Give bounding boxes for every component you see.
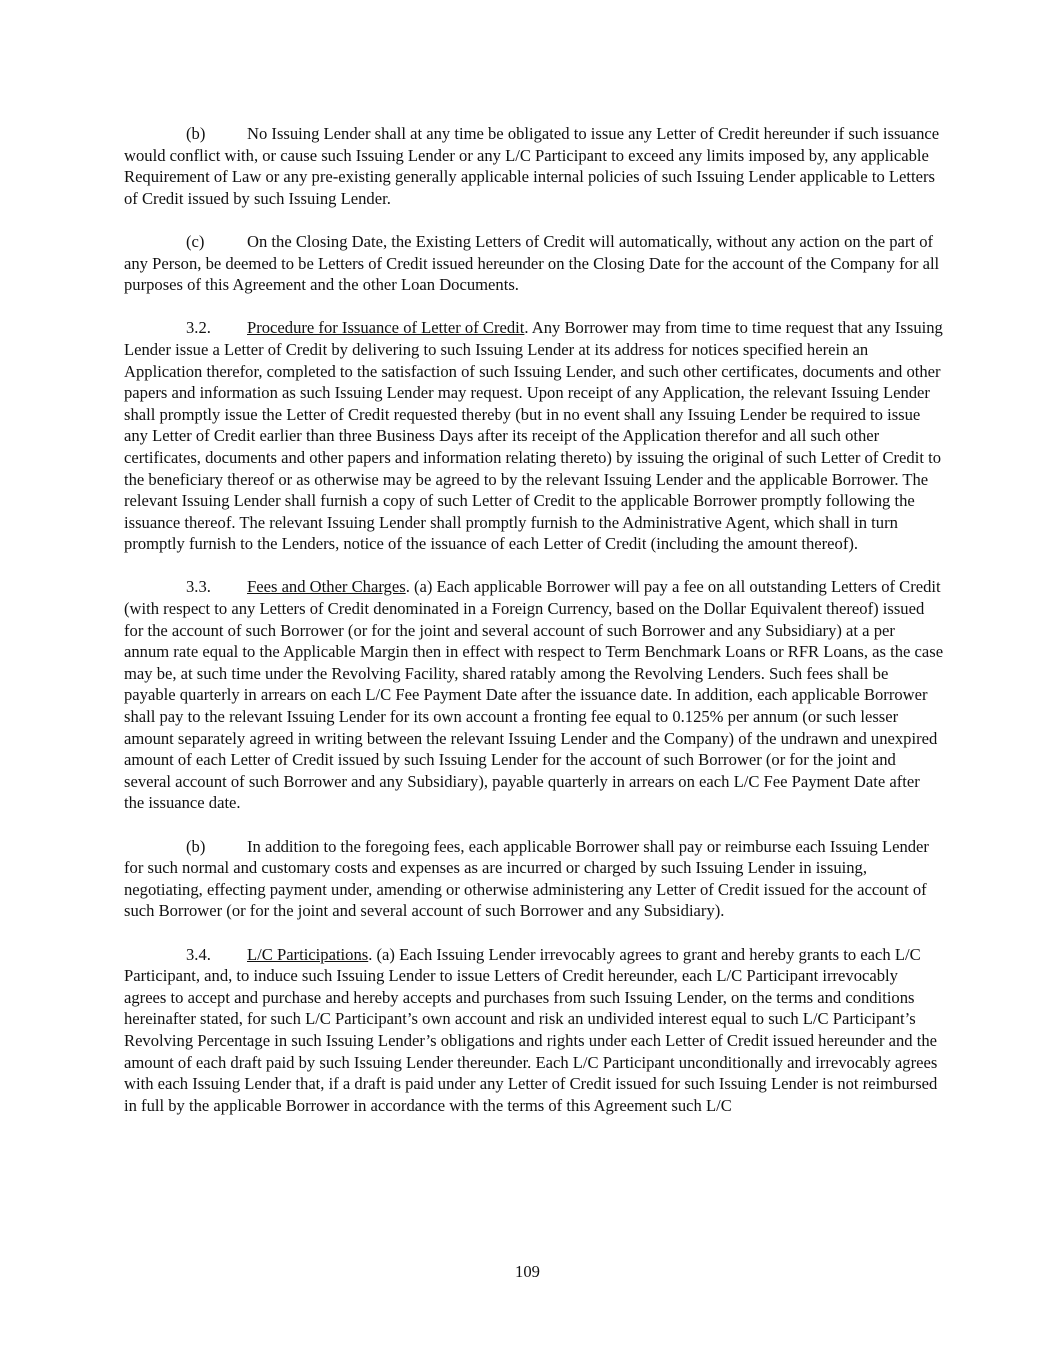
- paragraph-text: . Any Borrower may from time to time request that any Issuing Lender issue a Letter of Credit by delivering to such Issuing Lender at its address for notices specified herein an Application therefor, completed to the satisfaction of such Issuing Lender, and such other certificates, documents and other papers and information as such Issuing Lender may request. Upon receipt of any Application, the relevant Issuing Lender shall promptly issue the Letter of Credit requested thereby (but in no event shall any Issuing Lender be required to issue any Letter of Credit earlier than three Business Days after its receipt of the Application therefor and all such other certificates, documents and other papers and information relating thereto) by issuing the original of such Letter of Credit to the beneficiary thereof or as otherwise may be agreed to by the relevant Issuing Lender and the applicable Borrower. The relevant Issuing Lender shall furnish a copy of such Letter of Credit to the applicable Borrower promptly following the issuance thereof. The relevant Issuing Lender shall promptly furnish to the Administrative Agent, which shall in turn promptly furnish to the Lenders, notice of the issuance of each Letter of Credit (including the amount thereof).: [124, 318, 943, 554]
- section-number: 3.4.: [186, 944, 211, 964]
- document-page: [124, 123, 944, 1138]
- section-3-4: [124, 944, 944, 1117]
- paragraph-number: (b): [186, 836, 206, 856]
- paragraph-3-3b: [124, 836, 944, 922]
- page-number: 109: [515, 1262, 540, 1281]
- section-heading: L/C Participations: [247, 944, 369, 964]
- section-3-3: [124, 576, 944, 814]
- section-3-2: [124, 317, 944, 555]
- section-heading: Procedure for Issuance of Letter of Credit: [247, 318, 525, 338]
- paragraph-number: (c): [186, 231, 205, 251]
- section-number: 3.2.: [186, 318, 211, 338]
- paragraph-text: No Issuing Lender shall at any time be obligated to issue any Letter of Credit hereunder if such issuance would conflict with, or cause such Issuing Lender or any L/C Participant to exceed any limits imposed by, any applicable Requirement of Law or any pre-existing generally applicable internal policies of such Issuing Lender applicable to Letters of Credit issued by such Issuing Lender.: [124, 124, 940, 208]
- paragraph-number: (b): [186, 124, 206, 143]
- paragraph-text: . (a) Each applicable Borrower will pay a fee on all outstanding Letters of Credit (with respect to any Letters of Credit denominated in a Foreign Currency, based on the Dollar Equivalent thereof) issued for the account of such Borrower (or for the joint and several account of such Borrower and any Subsidiary) at a per annum rate equal to the Applicable Margin then in effect with respect to Term Benchmark Loans or RFR Loans, as the case may be, at such time under the Revolving Facility, shared ratably among the Revolving Lenders. Such fees shall be payable quarterly in arrears on each L/C Fee Payment Date after the issuance date. In addition, each applicable Borrower shall pay to the relevant Issuing Lender for its own account a fronting fee equal to 0.125% per annum (or such lesser amount separately agreed in writing between the relevant Issuing Lender and the Company) of the undrawn and unexpired amount of each Letter of Credit issued by such Issuing Lender for the account of such Borrower (or for the joint and several account of such Borrower and any Subsidiary), payable quarterly in arrears on each L/C Fee Payment Date after the issuance date.: [124, 577, 944, 813]
- section-heading: Fees and Other Charges: [247, 577, 406, 597]
- paragraph-text: . (a) Each Issuing Lender irrevocably agrees to grant and hereby grants to each L/C Participant, and, to induce such Issuing Lender to issue Letters of Credit hereunder, each L/C Participant irrevocably agrees to accept and purchase and hereby accepts and purchases from such Issuing Lender, on the terms and conditions hereinafter stated, for such L/C Participant’s own account and risk an undivided interest equal to such L/C Participant’s Revolving Percentage in such Issuing Lender’s obligations and rights under each Letter of Credit issued hereunder and the amount of each draft paid by such Issuing Lender thereunder. Each L/C Participant unconditionally and irrevocably agrees with each Issuing Lender that, if a draft is paid under any Letter of Credit issued for such Issuing Lender is not reimbursed in full by the applicable Borrower in accordance with the terms of this Agreement such L/C: [124, 944, 938, 1115]
- paragraph-2c: [124, 231, 944, 296]
- paragraph-2b: [124, 123, 944, 209]
- paragraph-text: In addition to the foregoing fees, each applicable Borrower shall pay or reimburse each Issuing Lender for such normal and customary costs and expenses as are incurred or charged by such Issuing Lender in issuing, negotiating, effecting payment under, amending or otherwise administering any Letter of Credit issued for the account of such Borrower (or for the joint and several account of such Borrower and any Subsidiary).: [124, 836, 929, 921]
- paragraph-text: On the Closing Date, the Existing Letters of Credit will automatically, without any action on the part of any Person, be deemed to be Letters of Credit issued hereunder on the Closing Date for the account of the Company for all purposes of this Agreement and the other Loan Documents.: [124, 231, 940, 295]
- section-number: 3.3.: [186, 577, 211, 597]
